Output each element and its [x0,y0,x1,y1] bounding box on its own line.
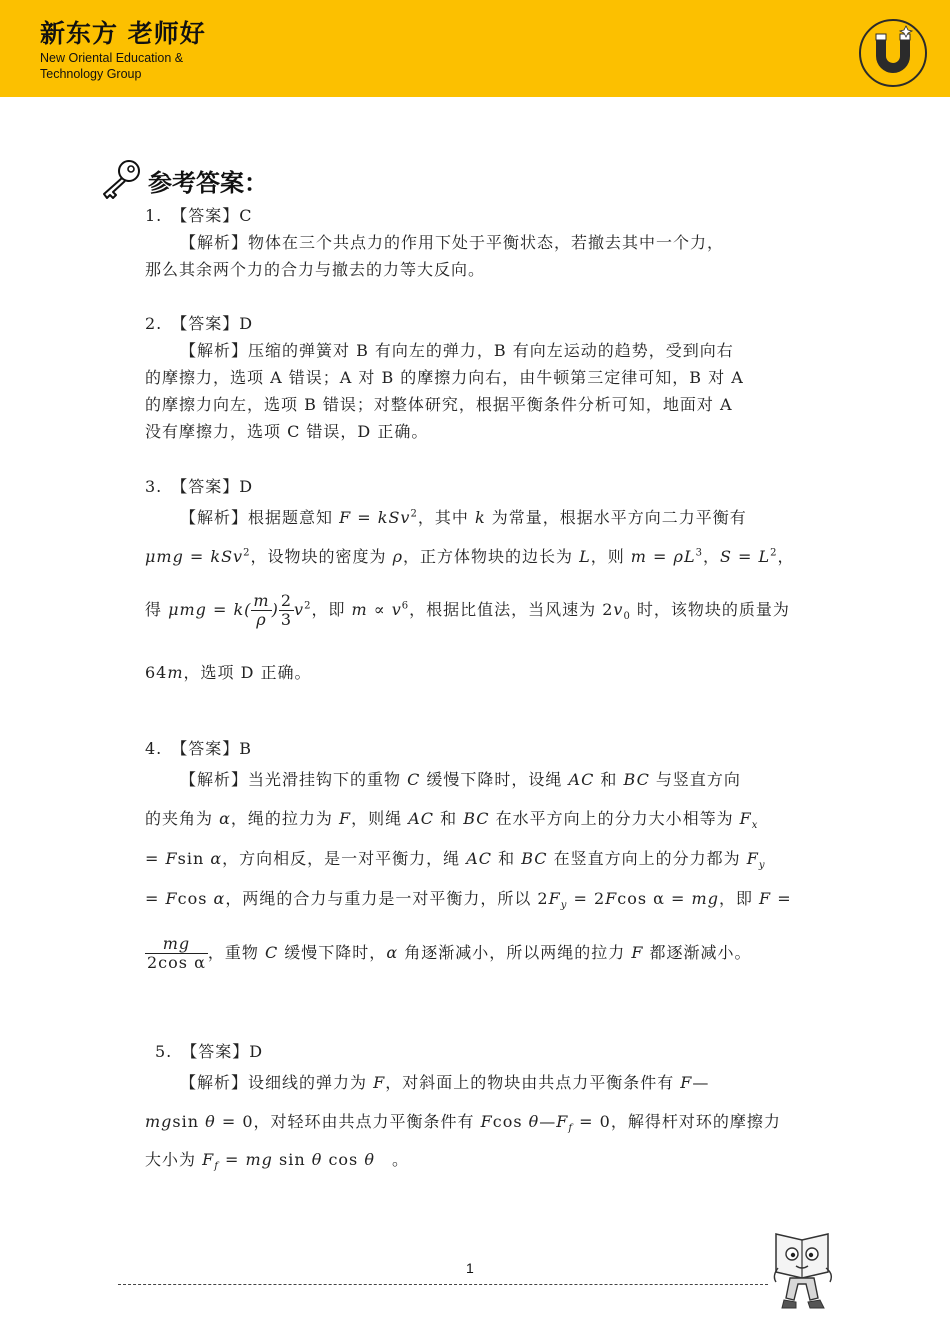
brand-name-en-line1: New Oriental Education & [40,51,184,65]
reading-mascot-icon [768,1228,838,1316]
q5-explanation-line3: 大小为 $F_f$ = mg sin θ cos θ 。 [145,1150,409,1173]
q3-answer: 3. 【答案】D [145,477,254,496]
q5-explanation-line2: mgsin θ = 0，对轻环由共点力平衡条件有 Fcos $\theta—F_f = 0$，解得杆对环的摩擦力 [145,1112,781,1135]
fraction-mg-over-2cos: $\frac{mg}{\text{2cos α}}$ [147,934,206,972]
fraction-2-over-3: $\frac{2}{3}$ [280,591,293,629]
q5-answer: 5. 【答案】D [155,1042,264,1061]
q4-explanation-line5: $\frac{mg}{\text{2cos α}}$ ，重物 C 缓慢下降时，α 角逐渐减小，所以两绳的拉力 F 都逐渐减小。 [147,934,752,972]
q4-explanation-line4: = Fcos α，两绳的合力与重力是一对平衡力，所以 $2F_y = 2Fcos$ α = mg，即 F = [145,889,792,912]
q5-explanation-line1: 【解析】设细线的弹力为 F，对斜面上的物块由共点力平衡条件有 F— [180,1073,710,1092]
q3-explanation-line1: 【解析】根据题意知 F = kSv$^2$，其中 k 为常量，根据水平方向二力平衡有 [180,508,747,527]
brand-name-en [40,50,183,82]
q1-explanation-line2: 那么其余两个力的合力与撤去的力等大反向。 [145,260,486,279]
q4-answer: 4. 【答案】B [145,739,253,758]
q2-explanation-line1: 【解析】压缩的弹簧对 B 有向左的弹力，B 有向左运动的趋势，受到向右 [180,341,734,360]
q3-explanation-line2: μmg = kSv$^2$，设物块的密度为 ρ，正方体物块的边长为 L，则 $m = \rho L^3$，$S = L^2$， [145,547,795,566]
q2-explanation-line3: 的摩擦力向左，选项 B 错误；对整体研究，根据平衡条件分析可知，地面对 A [145,395,733,414]
q4-explanation-line3: = Fsin α，方向相反，是一对平衡力，绳 AC 和 BC 在竖直方向上的分力都为 $F_y$ [145,849,766,872]
fraction-m-over-rho: $\frac{m}{\rho}$ [253,591,270,629]
page-number: 1 [466,1260,474,1276]
q1-explanation-line1: 【解析】物体在三个共点力的作用下处于平衡状态，若撤去其中一个力， [180,233,725,252]
key-icon [98,158,144,202]
q4-explanation-line2: 的夹角为 α，绳的拉力为 F，则绳 AC 和 BC 在水平方向上的分力大小相等为 $F_x$ [145,809,759,832]
brand-name-en-line2: Technology Group [40,67,142,81]
section-title-text: 参考答案： [148,168,268,197]
section-title [98,158,268,202]
q3-explanation-line3: 得 μmg = k( $\frac{m}{\rho}$ ) $\frac{2}{3}$ $v^2$，即 $m \propto v^6$，根据比值法，当风速为 $2v_0$ 时，该物块的质量为 [145,591,790,629]
q2-explanation-line4: 没有摩擦力，选项 C 错误，D 正确。 [145,422,429,441]
q4-explanation-line1: 【解析】当光滑挂钩下的重物 C 缓慢下降时，设绳 AC 和 BC 与竖直方向 [180,770,741,789]
q2-explanation-line2: 的摩擦力，选项 A 错误；A 对 B 的摩擦力向右，由牛顿第三定律可知，B 对 A [145,368,744,387]
footer-divider [118,1284,768,1285]
header-banner [0,0,950,97]
q3-explanation-line4: 64m，选项 D 正确。 [145,663,312,682]
magnet-u-logo-icon [858,18,928,88]
q2-answer: 2. 【答案】D [145,314,254,333]
q1-answer: 1. 【答案】C [145,206,253,225]
brand-name-cn: 新东方 老师好 [40,19,206,48]
